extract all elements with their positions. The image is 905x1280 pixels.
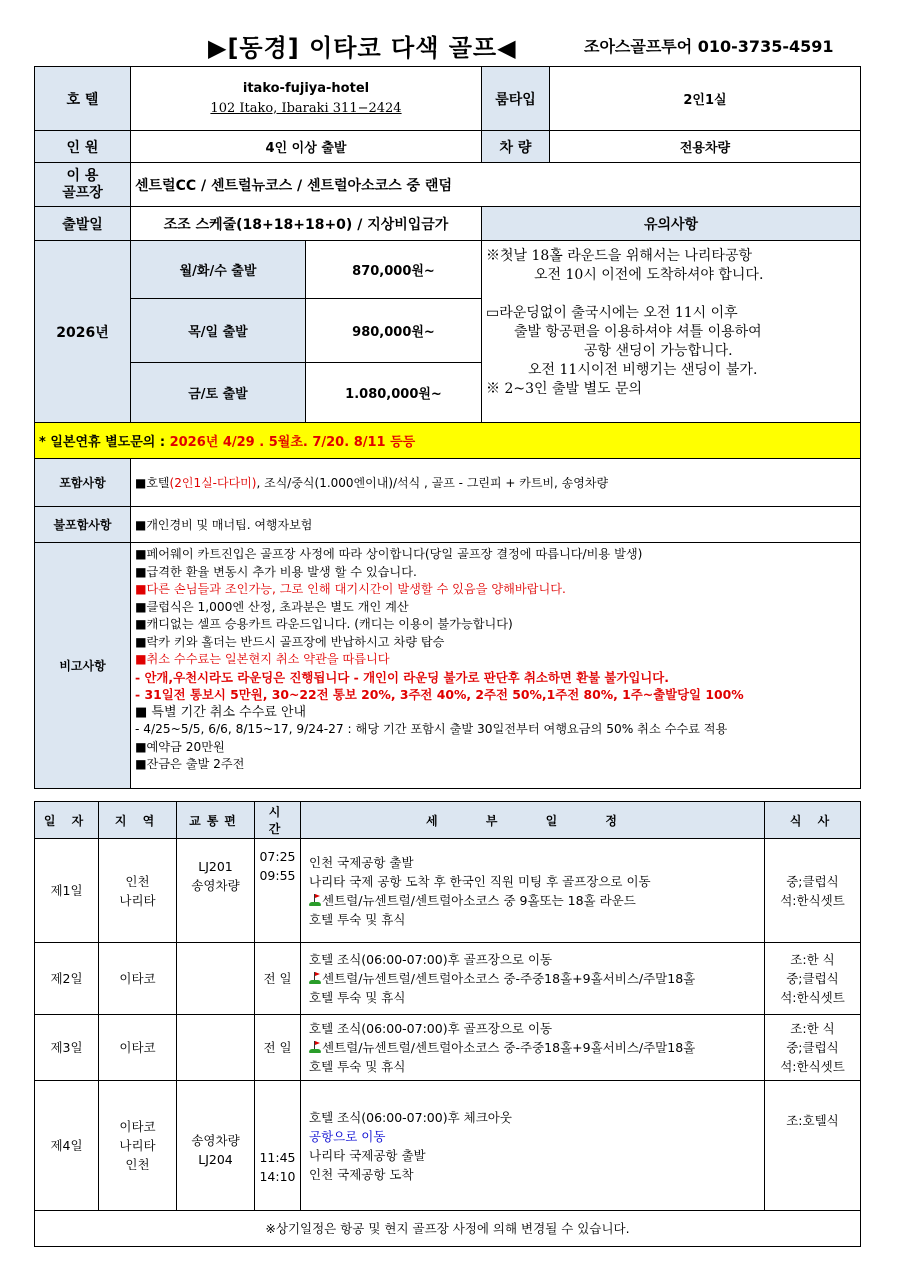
notice-line: ※ 2~3인 출발 별도 문의 (486, 381, 643, 397)
vehicle-label: 차 량 (482, 131, 550, 163)
departure-value: 조조 스케줄(18+18+18+0) / 지상비입금가 (131, 207, 482, 241)
included-value (131, 459, 861, 507)
notice-line: 오전 10시 이전에 도착하셔야 합니다. (534, 267, 764, 283)
notice-box (482, 241, 861, 423)
details-cell (301, 943, 765, 1015)
price-value: 870,000원~ (306, 241, 482, 299)
time-item: 전 일 (263, 971, 292, 986)
page-header (0, 28, 905, 64)
vehicle-value: 전용차량 (550, 131, 861, 163)
room-type-value: 2인1실 (550, 67, 861, 131)
details-cell (301, 839, 765, 943)
detail-text: 호텔 조식(06:00-07:00)후 골프장으로 이동 (309, 1021, 553, 1036)
itinerary-row (35, 839, 861, 943)
remark-line: ■클럽식은 1,000엔 산정, 초과분은 별도 개인 계산 (135, 599, 409, 614)
transport-cell (177, 1015, 255, 1081)
remark-line: ■페어웨이 카트진입은 골프장 사정에 따라 상이합니다(당일 골프장 결정에 따릅니다/비용 발생) (135, 547, 643, 561)
transport-cell (177, 943, 255, 1015)
notice-line: 오전 11시이전 비행기는 샌딩이 불가. (528, 362, 758, 378)
notice-line: ▭라운딩없이 출국시에는 오전 11시 이후 (486, 305, 738, 321)
golf-course-value: 센트럴CC / 센트럴뉴코스 / 센트럴아소코스 중 랜덤 (131, 163, 861, 207)
meal-item: 조:한 식 (790, 952, 835, 967)
remark-line: - 31일전 통보시 5만원, 30~22전 통보 20%, 3주전 40%, 2주전 50%,1주전 80%, 1주~출발당일 100% (135, 687, 744, 702)
price-day: 월/화/수 출발 (131, 241, 306, 299)
detail-line (309, 1127, 760, 1146)
detail-line (309, 872, 760, 891)
detail-text: 나리타 국제 공항 도착 후 한국인 직원 미팅 후 골프장으로 이동 (309, 874, 651, 889)
itinerary-row (35, 943, 861, 1015)
remark-line: ■캐디없는 셀프 승용카트 라운드입니다. (캐디는 이용이 불가능합니다) (135, 617, 513, 631)
meal-item: 석:한식셋트 (780, 990, 845, 1005)
detail-text: 인천 국제공항 출발 (309, 855, 414, 870)
region-cell (99, 839, 177, 943)
golf-course-label-line2: 골프장 (62, 184, 103, 201)
itinerary-body (35, 839, 861, 1211)
region-name: 나리타 (119, 1138, 156, 1153)
meal-cell (765, 1081, 861, 1211)
transport-item: LJ204 (198, 1151, 233, 1167)
included-part: , 조식/중식(1.000엔이내)/석식 , 골프 - 그린피 + 카트비, 송영차량 (256, 476, 609, 490)
region-cell (99, 1081, 177, 1211)
golf-course-label-line1: 이 용 (66, 167, 99, 184)
notice-line: 출발 항공편을 이용하셔야 셔틀 이용하여 (514, 324, 762, 340)
hotel-name: itako-fujiya-hotel (242, 80, 370, 96)
transport-item: LJ201 (198, 859, 233, 874)
hotel-label: 호 텔 (35, 67, 131, 131)
remark-line: ■취소 수수료는 일본현지 취소 약관을 따릅니다 (135, 652, 390, 666)
time-item: 14:10 (259, 1168, 296, 1184)
time-cell (255, 839, 301, 943)
remark-line: ■락카 키와 홀더는 반드시 골프장에 반납하시고 차량 탑승 (135, 634, 445, 649)
detail-line (309, 1038, 760, 1057)
remarks-label: 비고사항 (35, 543, 131, 789)
people-label: 인 원 (35, 131, 131, 163)
detail-line (309, 853, 760, 872)
itinerary-row (35, 1081, 861, 1211)
meal-item: 석:한식셋트 (780, 892, 845, 908)
excluded-label: 불포함사항 (35, 507, 131, 543)
included-room: (2인1실-다다미) (169, 476, 257, 490)
meal-item: 중;클럽식 (786, 873, 839, 889)
itinerary-table (34, 801, 861, 1247)
day-cell (35, 1081, 99, 1211)
detail-text: 공항으로 이동 (309, 1128, 386, 1144)
included-part: ■호텔 (135, 476, 170, 490)
remark-line: ■잔금은 출발 2주전 (135, 757, 245, 771)
details-cell (301, 1015, 765, 1081)
time-item: 07:25 (259, 849, 296, 864)
included-label: 포함사항 (35, 459, 131, 507)
notice-label: 유의사항 (482, 207, 861, 241)
hotel-address: 102 Itako, Ibaraki 311−2424 (210, 100, 402, 116)
col-header-time: 시 간 (255, 802, 301, 839)
time-cell (255, 943, 301, 1015)
meal-item: 석:한식셋트 (780, 1059, 845, 1074)
meal-item: 중;클럽식 (786, 1040, 839, 1055)
region-name: 이타코 (119, 1119, 156, 1134)
meal-cell (765, 943, 861, 1015)
holiday-notice (35, 423, 861, 459)
remark-line: ■ 특별 기간 취소 수수료 안내 (135, 704, 307, 720)
notice-spacer (486, 285, 856, 304)
region-name: 이타코 (119, 971, 156, 986)
golf-flag-icon (309, 894, 321, 906)
remark-line: ■예약금 20만원 (135, 739, 225, 754)
detail-line (309, 1165, 760, 1184)
notice-line: 공항 샌딩이 가능합니다. (584, 343, 733, 359)
meal-cell (765, 1015, 861, 1081)
time-item: 11:45 (259, 1149, 296, 1165)
year-label: 2026년 (35, 241, 131, 423)
meal-cell (765, 839, 861, 943)
detail-line (309, 891, 760, 910)
meal-item: 조:호텔식 (786, 1113, 839, 1128)
detail-text: 센트럴/뉴센트럴/센트럴아소코스 중 9홀또는 18홀 라운드 (322, 893, 636, 908)
detail-text: 센트럴/뉴센트럴/센트럴아소코스 중-주중18홀+9홀서비스/주말18홀 (322, 1040, 696, 1055)
time-cell (255, 1015, 301, 1081)
transport-cell (177, 1081, 255, 1211)
day-cell (35, 943, 99, 1015)
detail-text: 나리타 국제공항 출발 (309, 1147, 426, 1163)
tour-info-table (34, 66, 861, 789)
detail-line (309, 1057, 760, 1076)
transport-item: 송영차량 (191, 878, 240, 893)
remark-line: - 안개,우천시라도 라운딩은 진행됩니다 - 개인이 라운딩 불가로 판단후 취소하면 환불 불가입니다. (135, 669, 669, 685)
detail-text: 센트럴/뉴센트럴/센트럴아소코스 중-주중18홀+9홀서비스/주말18홀 (322, 971, 696, 986)
day-cell (35, 1015, 99, 1081)
time-item: 전 일 (263, 1040, 292, 1055)
company-contact: 조아스골프투어 010-3735-4591 (584, 37, 834, 56)
day-label: 제2일 (50, 971, 83, 986)
remark-line: ■다른 손님들과 조인가능, 그로 인해 대기시간이 발생할 수 있음을 양해바랍니다. (135, 582, 566, 596)
transport-cell (177, 839, 255, 943)
meal-item: 중;클럽식 (786, 971, 839, 986)
golf-flag-icon (309, 972, 321, 984)
region-name: 나리타 (119, 892, 156, 908)
itinerary-footer: ※상기일정은 항공 및 현지 골프장 사정에 의해 변경될 수 있습니다. (35, 1211, 861, 1247)
col-header-region: 지 역 (99, 802, 177, 839)
hotel-cell (131, 67, 482, 131)
notice-line: ※첫날 18홀 라운드을 위해서는 나리타공항 (486, 248, 752, 264)
detail-line (309, 1019, 760, 1038)
time-cell (255, 1081, 301, 1211)
detail-line (309, 1146, 760, 1165)
price-day: 금/토 출발 (131, 363, 306, 423)
detail-text: 인천 국제공항 도착 (309, 1166, 414, 1182)
day-cell (35, 839, 99, 943)
day-label: 제1일 (50, 883, 83, 898)
golf-course-label (35, 163, 131, 207)
detail-line (309, 910, 760, 929)
detail-line (309, 988, 760, 1007)
departure-label: 출발일 (35, 207, 131, 241)
detail-text: 호텔 투숙 및 휴식 (309, 990, 406, 1005)
day-label: 제4일 (50, 1138, 83, 1153)
region-name: 이타코 (119, 1040, 156, 1055)
detail-line (309, 950, 760, 969)
meal-item: 조:한 식 (790, 1021, 835, 1036)
page-title: ▶[동경] 이타코 다색 골프◀ (208, 34, 517, 62)
room-type-label: 룸타입 (482, 67, 550, 131)
col-header-transport: 교통편 (177, 802, 255, 839)
region-name: 인천 (125, 1157, 150, 1172)
holiday-prefix: * 일본연휴 별도문의 : (39, 435, 170, 450)
col-header-details: 세 부 일 정 (301, 802, 765, 839)
day-label: 제3일 (50, 1040, 83, 1055)
remark-line: - 4/25~5/5, 6/6, 8/15~17, 9/24-27 : 해당 기간 포함시 출발 30일전부터 여행요금의 50% 취소 수수료 적용 (135, 722, 728, 736)
itinerary-row (35, 1015, 861, 1081)
price-day: 목/일 출발 (131, 299, 306, 363)
detail-text: 호텔 조식(06:00-07:00)후 체크아웃 (309, 1109, 512, 1125)
detail-text: 호텔 투숙 및 휴식 (309, 912, 406, 927)
detail-line (309, 969, 760, 988)
region-name: 인천 (125, 873, 150, 889)
detail-text: 호텔 조식(06:00-07:00)후 골프장으로 이동 (309, 952, 553, 967)
col-header-meal: 식 사 (765, 802, 861, 839)
region-cell (99, 1015, 177, 1081)
transport-item: 송영차량 (191, 1132, 240, 1148)
people-value: 4인 이상 출발 (131, 131, 482, 163)
remark-line: ■급격한 환율 변동시 추가 비용 발생 할 수 있습니다. (135, 564, 417, 579)
time-item: 09:55 (259, 868, 296, 883)
col-header-day: 일 자 (35, 802, 99, 839)
remarks-list (131, 543, 861, 789)
detail-line (309, 1108, 760, 1127)
price-value: 980,000원~ (306, 299, 482, 363)
price-value: 1.080,000원~ (306, 363, 482, 423)
detail-text: 호텔 투숙 및 휴식 (309, 1059, 406, 1074)
region-cell (99, 943, 177, 1015)
excluded-value: ■개인경비 및 매너팁. 여행자보험 (131, 507, 861, 543)
details-cell (301, 1081, 765, 1211)
golf-flag-icon (309, 1041, 321, 1053)
holiday-dates: 2026년 4/29 . 5월초. 7/20. 8/11 등등 (169, 435, 416, 450)
